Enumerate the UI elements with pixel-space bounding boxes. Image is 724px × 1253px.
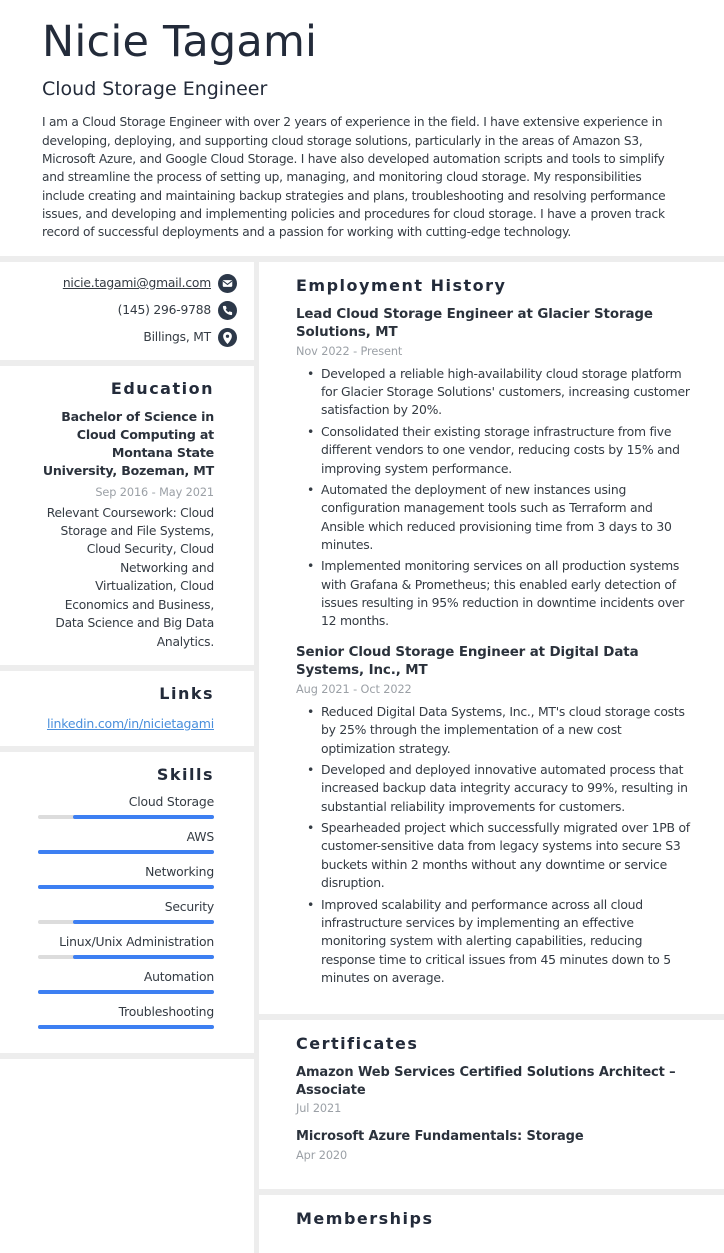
resume-header — [0, 0, 724, 256]
skill-bar — [38, 850, 214, 854]
skill-item — [38, 1004, 214, 1029]
job-bullet: • Spearheaded project which successfully migrated over 1PB of customer-sensitive data from legacy systems into secure S3 buckets within 2 months without any downtime or service disruption. — [307, 819, 696, 892]
mail-icon — [218, 274, 237, 293]
skill-bar — [38, 955, 214, 959]
certificate-name: Microsoft Azure Fundamentals: Storage — [296, 1129, 584, 1145]
skill-item — [38, 934, 214, 959]
location-text: Billings, MT — [143, 330, 211, 345]
person-job-title: Cloud Storage Engineer — [42, 78, 268, 101]
employment-section — [259, 262, 724, 1015]
skill-item — [38, 899, 214, 924]
skill-name: Troubleshooting — [118, 1004, 214, 1020]
education-degree: Bachelor of Science in Cloud Computing at Montana State University, Bozeman, MT — [42, 408, 214, 479]
certificate-date: Apr 2020 — [296, 1148, 348, 1162]
job-bullet: • Automated the deployment of new instances using configuration management tools such as Terraform and Ansible which reduced provisioning time from 3 days to 30 minutes. — [307, 481, 696, 554]
skill-item — [38, 794, 214, 819]
skill-name: AWS — [186, 829, 214, 845]
contact-phone-row — [30, 301, 237, 320]
certificates-section — [259, 1020, 724, 1189]
skill-name: Networking — [145, 864, 214, 880]
sidebar — [0, 262, 254, 1253]
phone-number: (145) 296-9788 — [117, 303, 211, 318]
sidebar-filler — [0, 1059, 254, 1253]
job-title: Senior Cloud Storage Engineer at Digital Data Systems, Inc., MT — [296, 644, 639, 678]
email-link[interactable]: nicie.tagami@gmail.com — [62, 276, 211, 291]
memberships-section — [259, 1195, 724, 1253]
employment-entry — [296, 306, 696, 631]
skill-name: Automation — [143, 969, 214, 985]
job-bullet-list — [307, 703, 696, 987]
job-bullet: • Developed and deployed innovative automated process that increased backup data integrity accuracy to 99%, resulting in substantial reliability improvements for customers. — [307, 761, 696, 816]
contact-email-row — [30, 274, 237, 293]
skills-section — [0, 752, 254, 1053]
job-bullet: • Consolidated their existing storage infrastructure from five different vendors to one vendor, reducing costs by 15% and improving system performance. — [307, 423, 696, 478]
job-dates: Aug 2021 - Oct 2022 — [296, 682, 412, 696]
employment-entry — [296, 644, 696, 988]
certificate-entry — [296, 1064, 696, 1115]
skill-item — [38, 969, 214, 994]
job-bullet: • Reduced Digital Data Systems, Inc., MT's cloud storage costs by 25% through the implementation of a new cost optimization strategy. — [307, 703, 696, 758]
skill-bar — [38, 920, 214, 924]
links-heading: Links — [159, 684, 214, 704]
job-title: Lead Cloud Storage Engineer at Glacier Storage Solutions, MT — [296, 306, 653, 340]
job-dates: Nov 2022 - Present — [296, 344, 403, 358]
skill-bar — [38, 990, 214, 994]
profile-summary: I am a Cloud Storage Engineer with over 2 years of experience in the field. I have extensive experience in developing, deploying, and supporting cloud storage solutions, particularly in the areas of Amazon S3, Microsoft Azure, and Google Cloud Storage. I have also developed automation scripts and tools to simplify and streamline the process of setting up, managing, and monitoring cloud storage. My responsibilities include creating and maintaining backup strategies and plans, troubleshooting and resolving performance issues, and developing and implementing policies and procedures for cloud storage. I have a proven track record of successful deployments and a passion for working with cutting-edge technology. — [42, 115, 666, 240]
resume-body — [0, 262, 724, 1253]
links-section — [0, 671, 254, 746]
linkedin-link[interactable]: linkedin.com/in/nicietagami — [46, 716, 214, 732]
education-description: Relevant Coursework: Cloud Storage and File Systems, Cloud Security, Cloud Networking and Virtualization, Cloud Economics and Business, Data Science and Big Data Analytics. — [46, 505, 214, 649]
skill-name: Cloud Storage — [128, 794, 214, 810]
skill-name: Security — [164, 899, 214, 915]
skills-heading: Skills — [156, 765, 214, 785]
education-dates: Sep 2016 - May 2021 — [95, 485, 214, 499]
skill-name: Linux/Unix Administration — [59, 934, 214, 950]
certificate-name: Amazon Web Services Certified Solutions Architect – Associate — [296, 1065, 676, 1098]
skill-bar — [38, 1025, 214, 1029]
skill-bar — [38, 885, 214, 889]
job-bullet: • Improved scalability and performance across all cloud infrastructure services by implementing an effective monitoring system with alerting capabilities, reducing response time to critical issues from 45 minutes down to 5 minutes on average. — [307, 896, 696, 988]
job-bullet: • Implemented monitoring services on all production systems with Grafana & Prometheus; this enabled early detection of issues resulting in 95% reduction in downtime incidents over 12 months. — [307, 557, 696, 630]
job-bullet: • Developed a reliable high-availability cloud storage platform for Glacier Storage Solutions' customers, increasing customer satisfaction by 20%. — [307, 365, 696, 420]
job-bullet-list — [307, 365, 696, 631]
main-column — [259, 262, 724, 1253]
contact-location-row — [30, 328, 237, 347]
contact-section — [0, 262, 254, 360]
education-section — [0, 366, 254, 666]
certificate-entry — [296, 1128, 696, 1162]
skill-item — [38, 829, 214, 854]
certificate-date: Jul 2021 — [296, 1102, 342, 1116]
phone-icon — [218, 301, 237, 320]
certificates-heading: Certificates — [296, 1034, 419, 1054]
skill-item — [38, 864, 214, 889]
person-name: Nicie Tagami — [42, 17, 318, 67]
skill-bar — [38, 815, 214, 819]
memberships-heading: Memberships — [296, 1208, 434, 1228]
employment-heading: Employment History — [296, 275, 507, 295]
education-heading: Education — [110, 378, 214, 398]
location-pin-icon — [218, 328, 237, 347]
